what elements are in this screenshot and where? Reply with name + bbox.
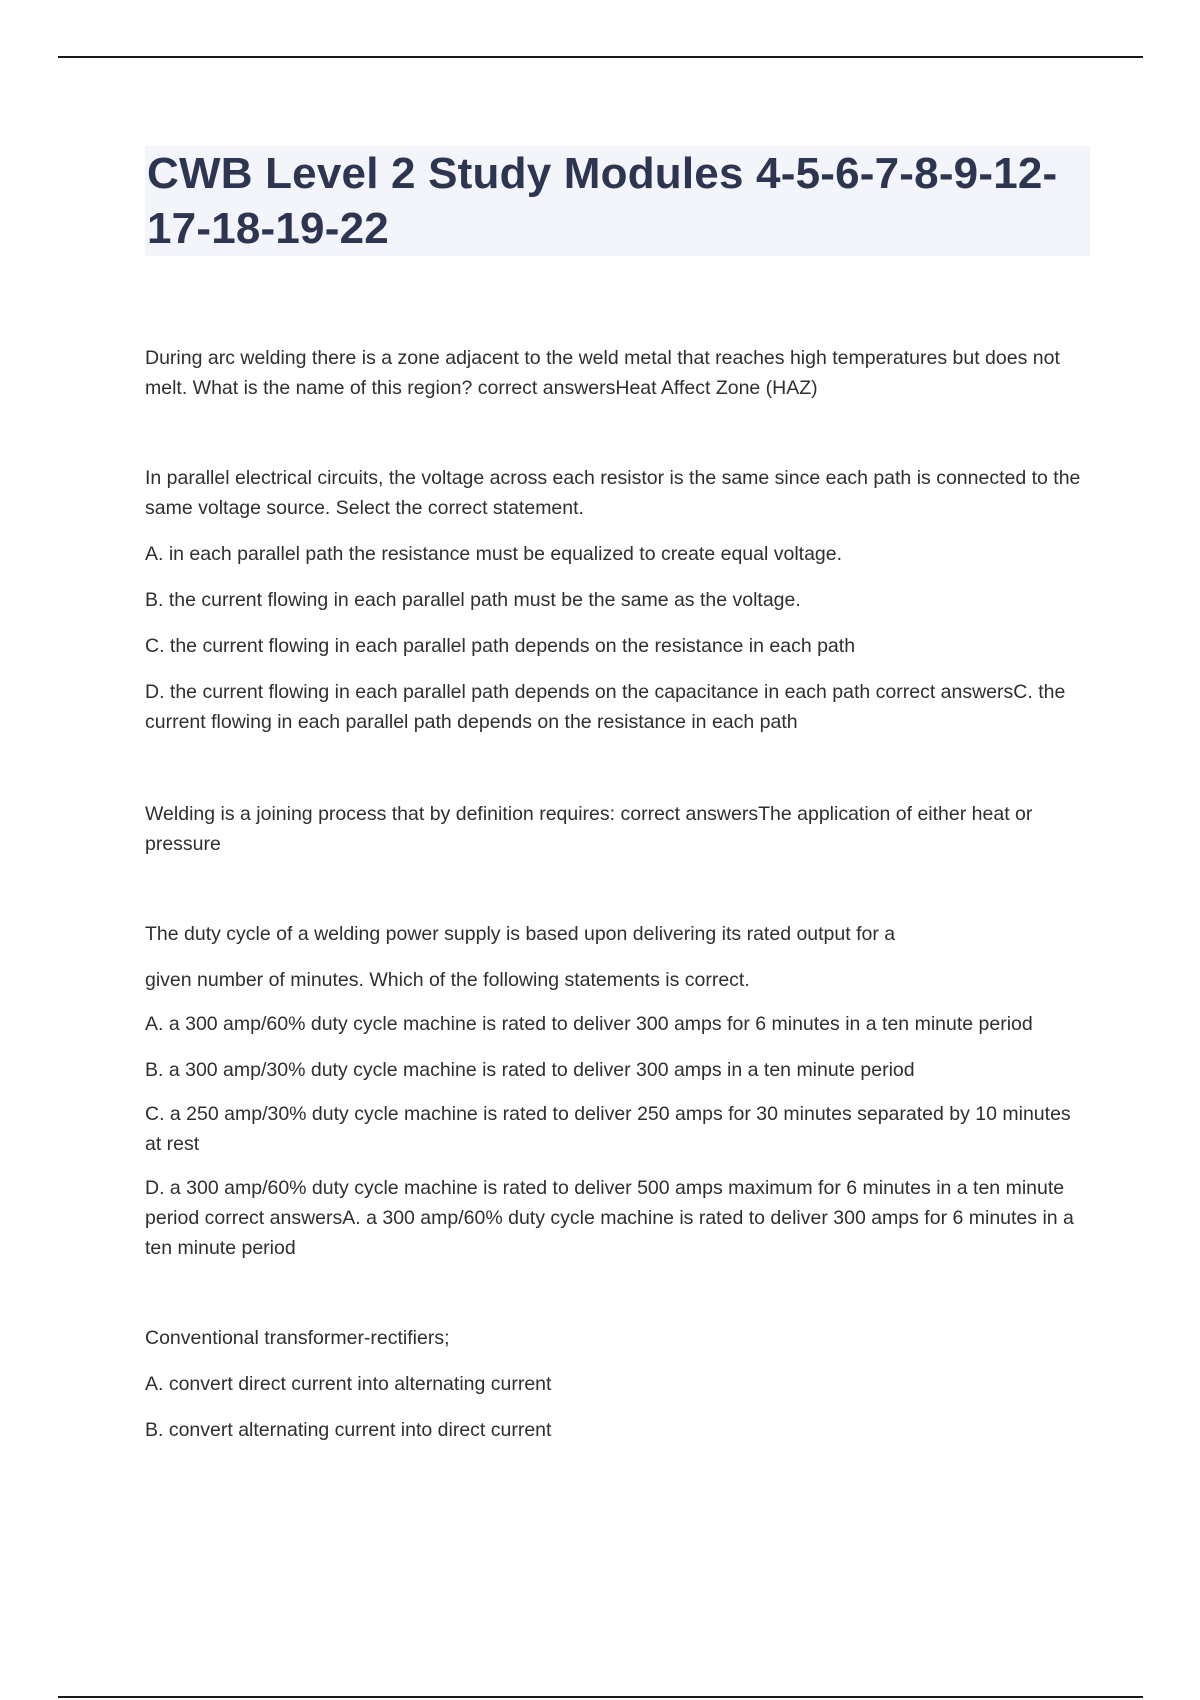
- answer-option-c: C. a 250 amp/30% duty cycle machine is rated to deliver 250 amps for 30 minutes separated by 10 minutes at rest: [145, 1103, 1071, 1155]
- answer-option-d: D. a 300 amp/60% duty cycle machine is rated to deliver 500 amps maximum for 6 minutes in a ten minute period correct answersA. a 300 amp/60% duty cycle machine is rated to deliver 300 amps for 6 minutes in a ten minute period: [145, 1177, 1074, 1259]
- question-3: [145, 799, 1090, 859]
- answer-option-a: A. in each parallel path the resistance must be equalized to create equal voltage.: [145, 543, 843, 565]
- question-stem: In parallel electrical circuits, the voltage across each resistor is the same since each path is connected to the same voltage source. Select the correct statement.: [145, 467, 1081, 519]
- question-stem: Welding is a joining process that by definition requires: correct answersThe application of either heat or pressure: [145, 803, 1033, 855]
- question-1: [145, 343, 1090, 403]
- bottom-rule: [58, 1696, 1143, 1698]
- question-stem: During arc welding there is a zone adjacent to the weld metal that reaches high temperatures but does not melt. What is the name of this region? correct answersHeat Affect Zone (HAZ): [145, 347, 1060, 399]
- question-4: [145, 919, 1090, 1263]
- answer-option-d: D. the current flowing in each parallel path depends on the capacitance in each path correct answersC. the current flowing in each parallel path depends on the resistance in each path: [145, 681, 1066, 733]
- answer-option-b: B. convert alternating current into direct current: [145, 1419, 552, 1441]
- page-title: CWB Level 2 Study Modules 4-5-6-7-8-9-12-17-18-19-22: [147, 149, 1058, 253]
- question-2: [145, 463, 1090, 737]
- answer-option-a: A. a 300 amp/60% duty cycle machine is rated to deliver 300 amps for 6 minutes in a ten minute period: [145, 1013, 1033, 1035]
- question-stem: The duty cycle of a welding power supply is based upon delivering its rated output for a: [145, 923, 896, 945]
- title-block: [145, 146, 1090, 256]
- answer-option-b: B. a 300 amp/30% duty cycle machine is rated to deliver 300 amps in a ten minute period: [145, 1059, 915, 1081]
- answer-option-b: B. the current flowing in each parallel path must be the same as the voltage.: [145, 589, 801, 611]
- answer-option-c: C. the current flowing in each parallel path depends on the resistance in each path: [145, 635, 856, 657]
- answer-option-a: A. convert direct current into alternating current: [145, 1373, 552, 1395]
- question-list: [145, 343, 1090, 1445]
- question-5: [145, 1323, 1090, 1445]
- top-rule: [58, 56, 1143, 58]
- question-stem-continued: given number of minutes. Which of the following statements is correct.: [145, 969, 750, 991]
- question-stem: Conventional transformer-rectifiers;: [145, 1327, 450, 1349]
